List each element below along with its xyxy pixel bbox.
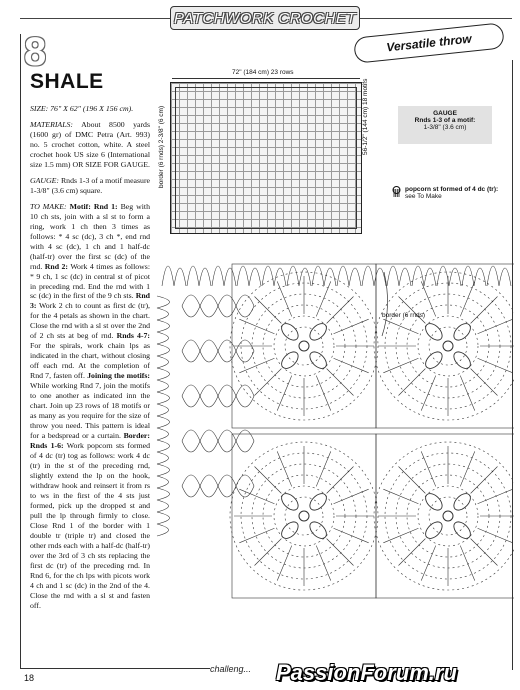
chain-spoke (327, 369, 354, 396)
petal (307, 349, 330, 372)
border-fan (412, 266, 436, 286)
border-rnds-label: border (6 rnds) (382, 312, 425, 319)
gauge-label: GAUGE: (30, 175, 60, 185)
center-ring (443, 511, 453, 521)
chain-spoke (383, 528, 418, 543)
chain-spoke (334, 358, 369, 373)
border-fan (157, 368, 170, 392)
petal (423, 519, 446, 542)
motif-label: Motif: Rnd 1: (69, 201, 118, 211)
gauge-paragraph (30, 176, 150, 196)
chain-spoke (316, 376, 331, 411)
chain-spoke (399, 467, 426, 494)
height-label: 56-1/2" (144 cm) 18 motifs (362, 78, 369, 155)
border-fan (157, 416, 170, 440)
watermark: PassionForum.ru (276, 660, 457, 685)
materials-paragraph (30, 120, 150, 170)
series-title: PATCHWORK CROCHET (173, 9, 357, 27)
border-fan (437, 266, 461, 286)
chain-loop (182, 385, 200, 407)
spiral-round (429, 327, 467, 365)
gauge-box-line2: 1-3/8" (3.6 cm) (423, 124, 467, 131)
size-label: SIZE: (30, 104, 49, 113)
chain-loop (218, 295, 236, 317)
petal (423, 349, 446, 372)
petal (279, 519, 302, 542)
chain-spoke (421, 376, 436, 411)
chain-spoke (383, 489, 418, 504)
motif-rnd1: Beg with 10 ch sts, join with a sl st to form a ring, work 1 ch then 3 times as follows: * 4 sc (dc), 3 ch *, end rnd with 4 sc (dc), 1 ch and 1 half-dc (half-tr) over the first sc (dc) of the rnd. (30, 201, 150, 271)
header-rule-left (20, 18, 170, 19)
gauge-box-title: GAUGE (433, 110, 457, 117)
instructions-column (30, 104, 150, 616)
size-paragraph (30, 104, 150, 114)
petal (279, 349, 302, 372)
legend-text (405, 186, 502, 200)
chain-loop (182, 340, 200, 362)
chain-spoke (383, 358, 418, 373)
border-text: Work popcorn sts formed of 4 dc (tr) tog as follows: work 4 dc (tr) in the st of the preceding rnd, slightly extend the lp on the hook, withdraw hook and reinsert it from rs to ws in the first of the 4 sts just formed, pick up the dropped st and pull the lp through firmly to close. Close Rnd 1 of the border with 1 double tr (triple tr) and closed the other rnds each with a half-dc (half-tr) over the 3rd of 3 ch sts replacing the first dc (tr) of the preceding rnd. In Rnd 6, for the ch lps with picots work 4 ch and 1 sc (dc) in the 2nd of the 4. Close the rnd with a sl st and fasten off. (30, 441, 150, 610)
spiral-round (285, 497, 323, 535)
chain-loop (236, 430, 254, 452)
chain-loop (236, 385, 254, 407)
chain-loop (200, 340, 218, 362)
width-label: 72" (184 cm) 23 rows (232, 69, 294, 76)
border-fan (157, 320, 170, 344)
to-make-paragraph (30, 202, 150, 611)
chain-spoke (471, 297, 498, 324)
page-number: 18 (24, 673, 35, 683)
chain-loop (200, 295, 218, 317)
border-fan (387, 266, 411, 286)
border-fan (157, 440, 170, 464)
joining-text: While working Rnd 7, join the motifs to one another as indicated inn the chart. Join up 23 rows of 18 motifs or as many as you require for the size of throw you need. This pattern is ideal for a bedspread or a curtain. (30, 381, 150, 441)
rnd3-label: Rnd 3: (30, 291, 151, 311)
rnd2-label: Rnd 2: (44, 261, 69, 271)
chain-spoke (239, 319, 274, 334)
petal (279, 491, 302, 514)
border-fan (157, 344, 170, 368)
petal (307, 321, 330, 344)
chain-loop (182, 295, 200, 317)
petal (451, 519, 474, 542)
legend-bold: popcorn st formed of 4 dc (tr): (405, 186, 499, 193)
chain-spoke (277, 546, 292, 581)
gauge-value: Rnds 1-3 of a motif measure 1-3/8" (3.6 cm) square. (30, 175, 151, 195)
chain-spoke (255, 467, 282, 494)
chain-spoke (327, 297, 354, 324)
chain-spoke (399, 539, 426, 566)
border-fan (157, 488, 170, 512)
chain-spoke (399, 369, 426, 396)
chain-spoke (460, 546, 475, 581)
chain-spoke (327, 467, 354, 494)
chain-spoke (327, 539, 354, 566)
materials-value: About 8500 yards (1600 gr) of DMC Petra (Art. 993) no. 5 crochet cotton, white. A steel crochet hook US size 6 (International size 1.5 mm) OR SIZE FOR GAUGE. (30, 119, 150, 169)
tagline-badge (353, 22, 505, 64)
chain-loop (182, 475, 200, 497)
tagline-text: Versatile throw (385, 31, 473, 55)
rnds47-text: For the spirals, work chain lps as indicated in the chart, without closing off each rnd. At the completion of Rnd 7, fasten off. (30, 341, 150, 381)
border-fan (487, 266, 511, 286)
chain-loop (236, 340, 254, 362)
crochet-chart (152, 246, 514, 664)
chain-loop (182, 430, 200, 452)
border-fan (162, 266, 186, 286)
chain-spoke (471, 539, 498, 566)
width-dimension-line (172, 78, 360, 79)
legend (392, 186, 502, 200)
border-dimension-label: border (6 rnds) 2-3/8" (6 cm) (158, 105, 165, 188)
petal (307, 519, 330, 542)
chain-loop (200, 430, 218, 452)
to-make-label: TO MAKE: (30, 201, 67, 211)
gauge-box (398, 106, 492, 144)
chain-spoke (399, 297, 426, 324)
rnd3-text: Work 2 ch to count as first dc (tr), for the 4 petals as shown in the chart. Close the rnd with a sl st over the 2nd of 2 ch sts at beg of rnd. (30, 301, 151, 341)
footer-stamp: challeng... (210, 664, 252, 674)
chain-spoke (277, 376, 292, 411)
popcorn-stitch-icon (392, 186, 401, 198)
border-fan (157, 464, 170, 488)
chain-spoke (277, 451, 292, 486)
border-fan (187, 266, 211, 286)
chain-spoke (478, 489, 513, 504)
chain-spoke (383, 319, 418, 334)
border-label: Border: Rnds 1-6: (30, 431, 150, 450)
chain-spoke (471, 369, 498, 396)
schematic-border-line (175, 87, 357, 229)
chain-loop (218, 340, 236, 362)
chain-spoke (460, 281, 475, 316)
page-frame-bottom (20, 668, 210, 669)
legend-rest: see To Make (405, 193, 442, 200)
border-fan (212, 266, 236, 286)
chain-loop (218, 385, 236, 407)
chain-spoke (255, 297, 282, 324)
page-frame-left (20, 34, 21, 668)
chain-spoke (460, 376, 475, 411)
joining-label: Joining the motifs: (87, 371, 150, 381)
spiral-round (285, 327, 323, 365)
chain-spoke (421, 451, 436, 486)
header-rule-right (360, 18, 512, 19)
chain-loop (200, 385, 218, 407)
border-fan (312, 266, 336, 286)
petal (451, 321, 474, 344)
border-fan (362, 266, 386, 286)
petal (423, 321, 446, 344)
petal (423, 491, 446, 514)
pattern-number: 8 (24, 30, 47, 74)
petal (279, 321, 302, 344)
throw-schematic (170, 82, 362, 234)
border-fan (157, 392, 170, 416)
petal (451, 491, 474, 514)
chain-spoke (478, 358, 513, 373)
border-fan (237, 266, 261, 286)
chain-spoke (255, 539, 282, 566)
chain-spoke (334, 489, 369, 504)
petal (307, 491, 330, 514)
series-banner (170, 6, 360, 30)
chain-loop (218, 430, 236, 452)
chain-spoke (316, 281, 331, 316)
border-fan (262, 266, 286, 286)
gauge-box-line1: Rnds 1-3 of a motif: (414, 117, 476, 124)
pattern-title: SHALE (30, 70, 104, 93)
chain-spoke (255, 369, 282, 396)
center-ring (443, 341, 453, 351)
chain-spoke (334, 528, 369, 543)
chain-spoke (421, 546, 436, 581)
chain-spoke (239, 489, 274, 504)
chain-spoke (471, 467, 498, 494)
chain-spoke (239, 358, 274, 373)
center-ring (299, 341, 309, 351)
border-fan (157, 512, 170, 536)
chain-spoke (478, 319, 513, 334)
chain-spoke (478, 528, 513, 543)
spiral-round (429, 497, 467, 535)
chain-spoke (277, 281, 292, 316)
chain-spoke (334, 319, 369, 334)
chain-spoke (316, 546, 331, 581)
chain-spoke (316, 451, 331, 486)
chain-spoke (239, 528, 274, 543)
chain-loop (236, 295, 254, 317)
border-fan (157, 296, 170, 320)
rnd2-text: Work 4 times as follows: * 9 ch, 1 sc (dc) in central st of picot in preceding rnd. End the rnd with 1 sc (dc) in the first of the 9 ch sts. (30, 261, 150, 301)
petal (451, 349, 474, 372)
rnds47-label: Rnds 4-7: (116, 331, 150, 341)
chain-spoke (460, 451, 475, 486)
chain-loop (200, 475, 218, 497)
center-ring (299, 511, 309, 521)
border-fan (337, 266, 361, 286)
materials-label: MATERIALS: (30, 119, 74, 129)
chain-loop (218, 475, 236, 497)
size-value: 76" X 62" (196 X 156 cm). (50, 104, 134, 113)
